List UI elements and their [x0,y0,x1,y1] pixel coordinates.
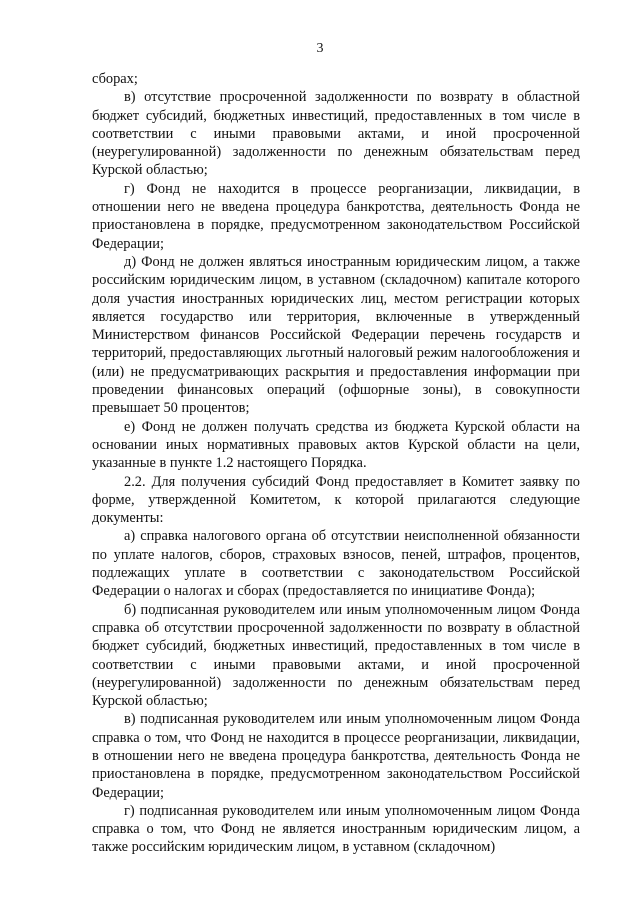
document-body [92,70,580,857]
paragraph-doc-v: в) подписанная руководителем или иным уполномоченным лицом Фонда справка о том, что Фонд не находится в процессе реорганизации, ликвидации, в отношении него не введена процедура банкротства, деятельность Фонда не приостановлена в порядке, предусмотренном законодательством Российской Федерации; [92,711,580,801]
paragraph-continuation: сборах; [92,71,138,87]
paragraph-item-v: в) отсутствие просроченной задолженности по возврату в областной бюджет субсидий, бюджетных инвестиций, предоставленных в том числе в соответствии с иными правовыми актами, и иной просроченной (неурегулированной) задолженности по денежным обязательствам перед Курской областью; [92,89,580,179]
paragraph-item-e: е) Фонд не должен получать средства из бюджета Курской области на основании иных нормативных правовых актов Курской области на цели, указанные в пункте 1.2 настоящего Порядка. [92,418,580,472]
page-number: 3 [316,41,324,56]
paragraph-item-g: г) Фонд не находится в процессе реорганизации, ликвидации, в отношении него не введена процедура банкротства, деятельность Фонда не приостановлена в порядке, предусмотренном законодательством Российской Федерации; [92,180,580,252]
paragraph-doc-g: г) подписанная руководителем или иным уполномоченным лицом Фонда справка о том, что Фонд не является иностранным юридическим лицом, а также российским юридическим лицом, в уставном (складочном) [92,802,580,856]
paragraph-item-d: д) Фонд не должен являться иностранным юридическим лицом, а также российским юридическим лицом, в уставном (складочном) капитале которого доля участия иностранных юридических лиц, местом регистрации которых является государство или территория, включенные в утвержденный Министерством финансов Российской Федерации перечень государств и территорий, предоставляющих льготный налоговый режим налогообложения и (или) не предусматривающих раскрытия и предоставления информации при проведении финансовых операций (офшорные зоны), в совокупности превышает 50 процентов; [92,253,580,417]
paragraph-doc-a: а) справка налогового органа об отсутствии неисполненной обязанности по уплате налогов, сборов, страховых взносов, пеней, штрафов, процентов, подлежащих уплате в соответствии с законодательством Российской Федерации о налогах и сборах (предоставляется по инициативе Фонда); [92,528,580,600]
paragraph-section-2-2: 2.2. Для получения субсидий Фонд предоставляет в Комитет заявку по форме, утвержденной Комитетом, к которой прилагаются следующие документы: [92,473,580,527]
paragraph-doc-b: б) подписанная руководителем или иным уполномоченным лицом Фонда справка об отсутствии просроченной задолженности по возврату в областной бюджет субсидий, бюджетных инвестиций, предоставленных в том числе в соответствии с иными правовыми актами, и иной просроченной (неурегулированной) задолженности по денежным обязательствам перед Курской областью; [92,601,580,710]
